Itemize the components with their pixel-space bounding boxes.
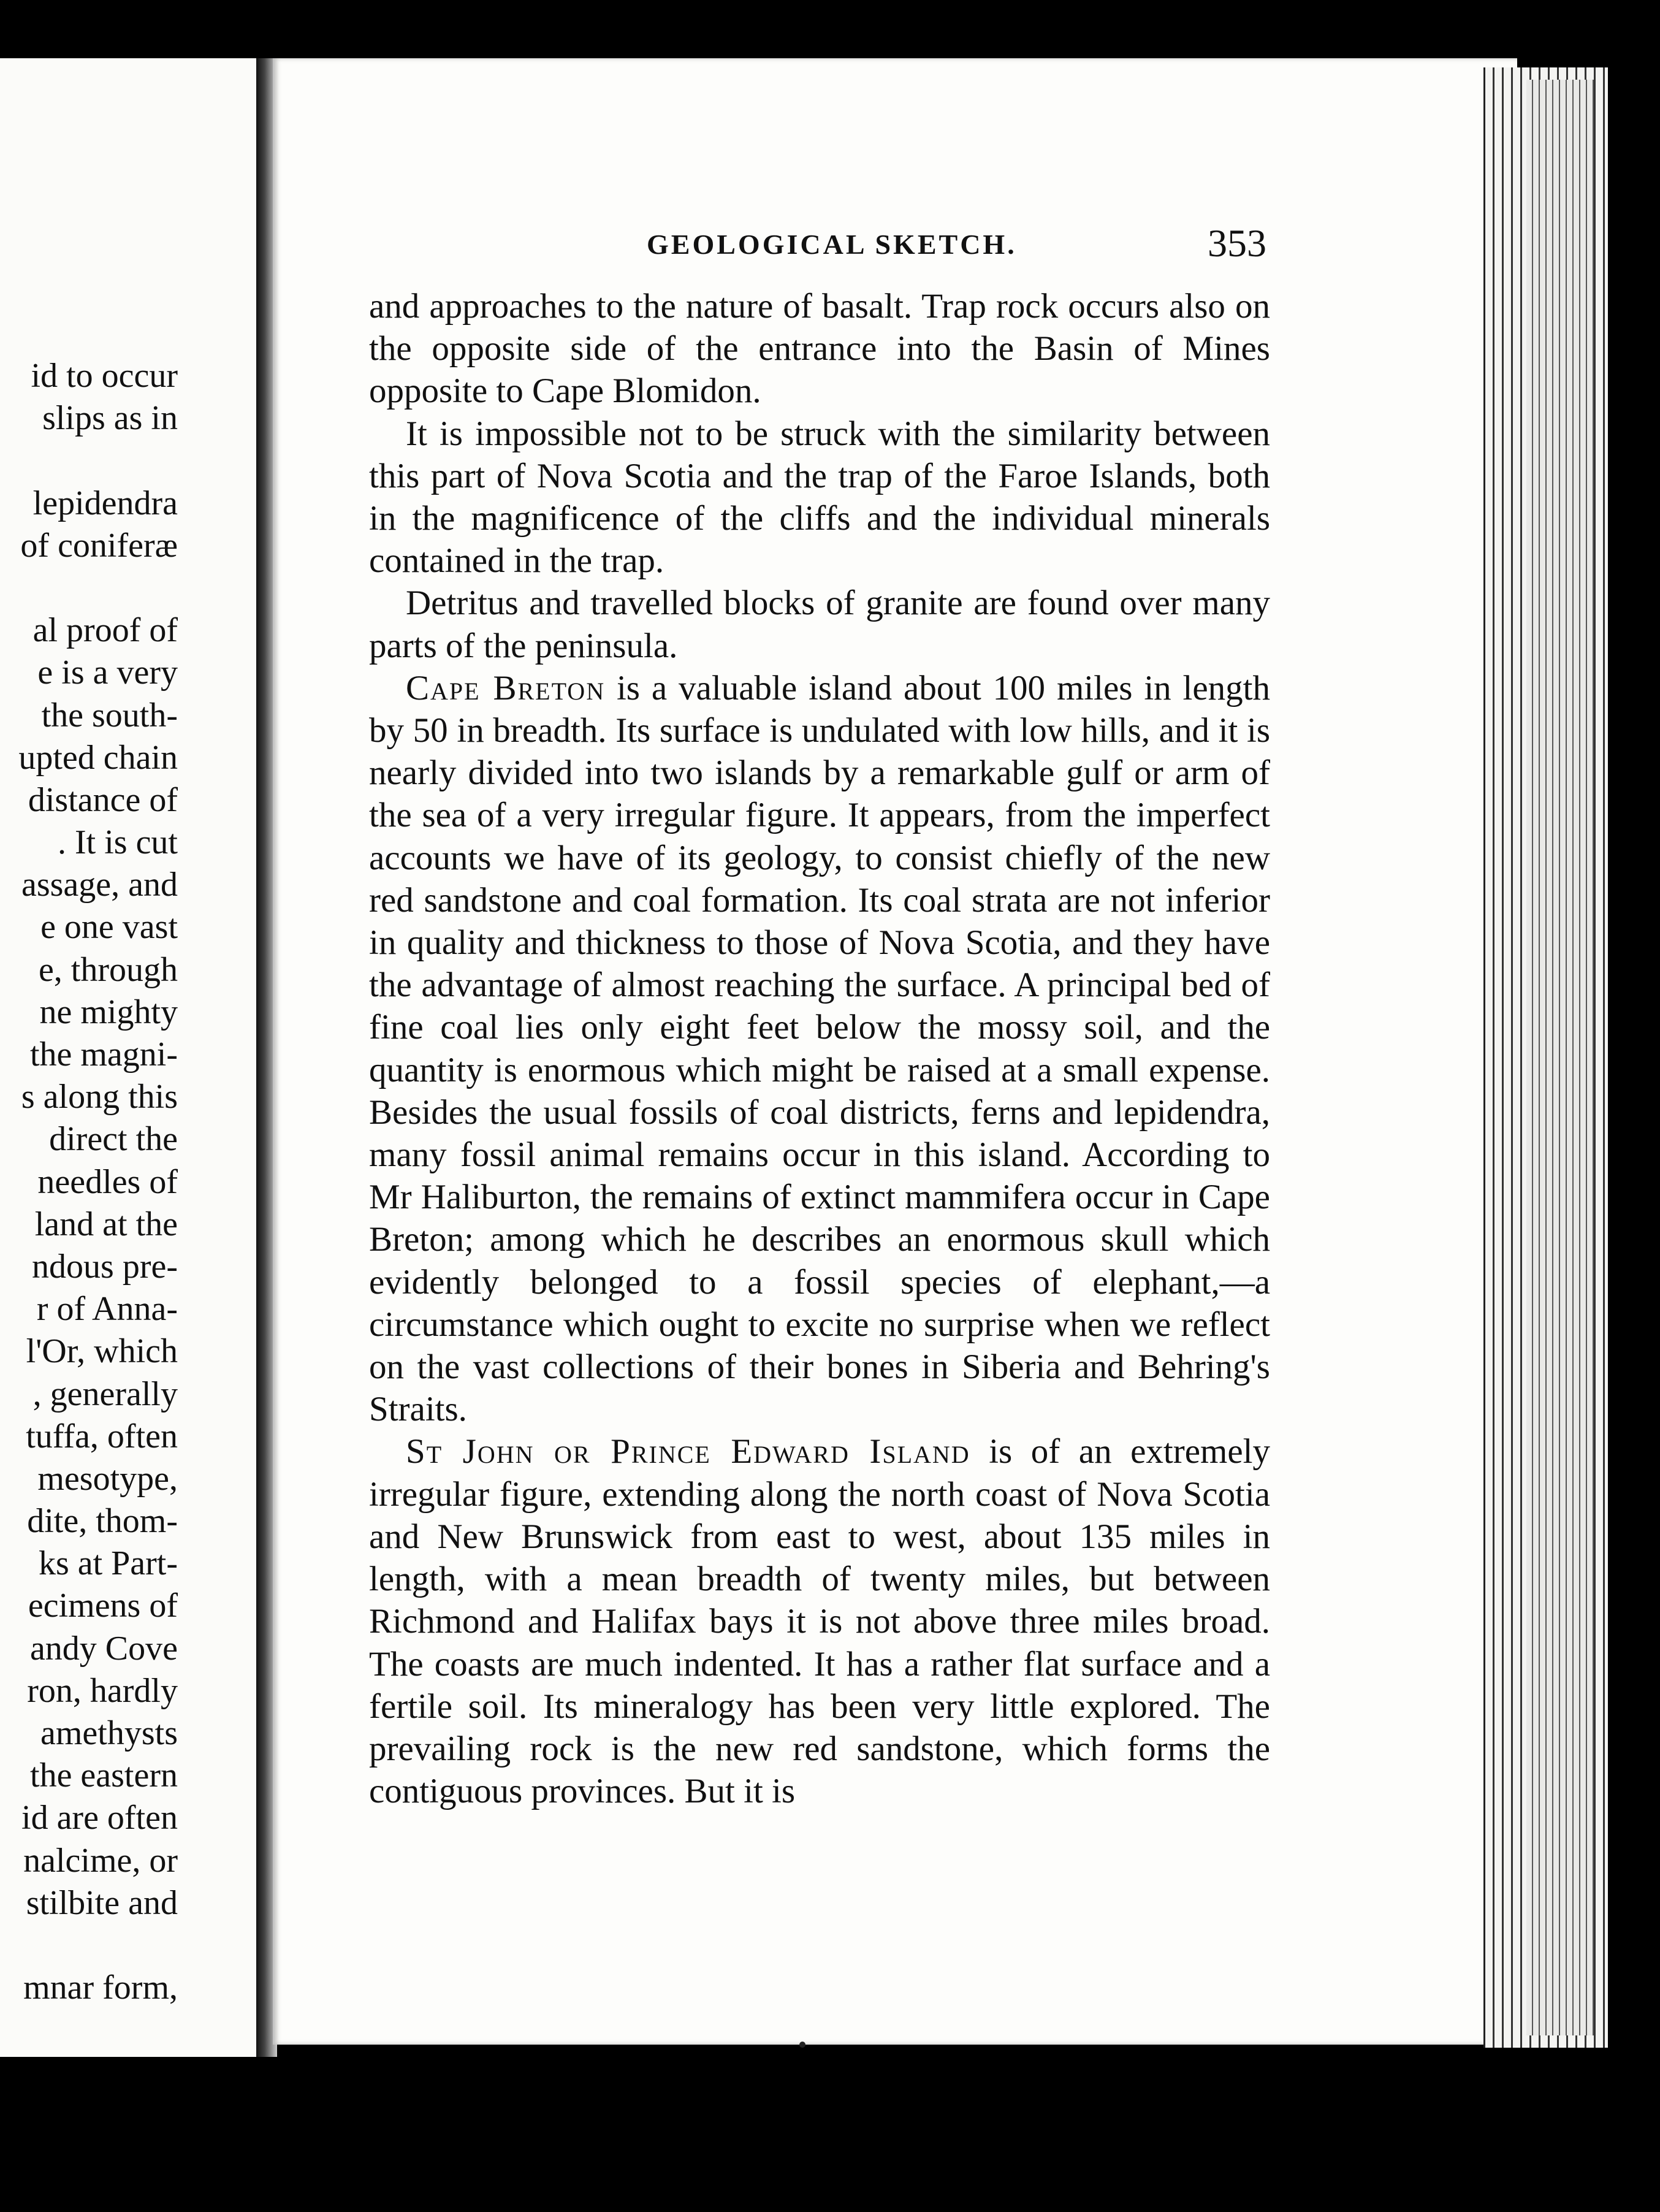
left-line: the magni- [29, 1035, 178, 1074]
paragraph: Detritus and travelled blocks of granite are found over many parts of the peninsula. [369, 584, 1270, 665]
paragraph-text: is of an extremely irregular figure, extending along the north coast of Nova Scotia and New Brunswick from east to west, about 135 miles in length, with a mean breadth of twenty miles, but between Richmond and Halifax bays it is not above three miles broad. The coasts are much indented. It has a rather flat surface and a fertile soil. Its mineralogy has been very little explored. The prevailing rock is the new red sandstone, which forms the contiguous provinces. But it is [369, 1432, 1270, 1811]
section-heading-prince-edward-island: St John or Prince Edward Island [406, 1432, 970, 1471]
left-line: l'Or, which [26, 1332, 178, 1371]
left-line: dite, thom- [27, 1502, 178, 1541]
left-line: slips as in [42, 399, 178, 438]
left-line: , generally [32, 1375, 178, 1413]
paragraph-cape-breton [369, 667, 1270, 1431]
ink-dot [799, 2042, 805, 2048]
left-line: . It is cut [58, 823, 178, 862]
paragraph-text: is a valuable island about 100 miles in length by 50 in breadth. Its surface is undulated with low hills, and it is nearly divided into two islands by a remarkable gulf or arm of the sea of a very irregular figure. It appears, from the imperfect accounts we have of its geology, to consist chiefly of the new red sandstone and coal formation. Its coal strata are not inferior in quality and thickness to those of Nova Scotia, and they have the advantage of almost reaching the surface. A principal bed of fine coal lies only eight feet below the mossy soil, and the quantity is enormous which might be raised at a small expense. Besides the usual fossils of coal districts, ferns and lepidendra, many fossil animal remains occur in this island. According to Mr Haliburton, the remains of extinct mammifera occur in Cape Breton; among which he describes an enormous skull which evidently belonged to a fossil species of elephant,—a circumstance which ought to excite no surprise when we reflect on the vast collections of their bones in Siberia and Behring's Straits. [369, 668, 1271, 1429]
left-line [0, 567, 178, 609]
left-line: andy Cove [29, 1629, 178, 1668]
left-line: e one vast [40, 908, 178, 947]
left-line: r of Anna- [36, 1290, 178, 1329]
left-line: of coniferæ [20, 526, 178, 565]
left-line: tuffa, often [26, 1417, 178, 1455]
body-text [369, 285, 1270, 1812]
paragraph: and approaches to the nature of basalt. Trap rock occurs also on the opposite side of the entrance into the Basin of Mines opposite to Cape Blomidon. [369, 287, 1270, 411]
left-line: s along this [21, 1078, 178, 1116]
left-line [0, 1924, 178, 1967]
left-line: ecimens of [28, 1587, 178, 1625]
paragraph: It is impossible not to be struck with the similarity between this part of Nova Scotia and the trap of the Faroe Islands, both in the magnificence of the cliffs and the individual minerals contained in the trap. [369, 414, 1270, 581]
left-page-text [0, 355, 178, 2009]
left-line: assage, and [21, 866, 178, 904]
left-line: the south- [41, 696, 178, 734]
left-line: ks at Part- [38, 1544, 178, 1583]
left-line: ne mighty [39, 993, 178, 1031]
left-line: direct the [49, 1120, 178, 1159]
left-line: id are often [21, 1799, 178, 1837]
page-edges-inner [1526, 80, 1594, 2035]
running-head: GEOLOGICAL SKETCH. [647, 229, 1017, 260]
left-line: al proof of [32, 611, 178, 650]
page-number: 353 [1208, 221, 1266, 265]
left-line: mesotype, [37, 1459, 178, 1498]
left-line: distance of [28, 780, 178, 819]
left-line: land at the [34, 1205, 178, 1243]
left-line: ndous pre- [32, 1247, 178, 1286]
section-heading-cape-breton: Cape Breton [406, 668, 606, 707]
left-line: the eastern [30, 1756, 178, 1795]
left-line: amethysts [40, 1714, 178, 1752]
left-line: mnar form, [23, 1969, 178, 2007]
left-line: nalcime, or [23, 1841, 178, 1880]
left-line: e is a very [37, 654, 178, 692]
paragraph-prince-edward-island [369, 1430, 1270, 1812]
left-line: ron, hardly [27, 1671, 178, 1710]
left-line: id to occur [31, 357, 178, 395]
left-line: stilbite and [26, 1883, 178, 1922]
left-line [0, 440, 178, 482]
left-line: needles of [37, 1162, 178, 1201]
left-page [0, 58, 259, 2057]
left-line: upted chain [18, 738, 178, 777]
left-line: e, through [38, 950, 178, 989]
left-line: lepidendra [32, 484, 178, 522]
